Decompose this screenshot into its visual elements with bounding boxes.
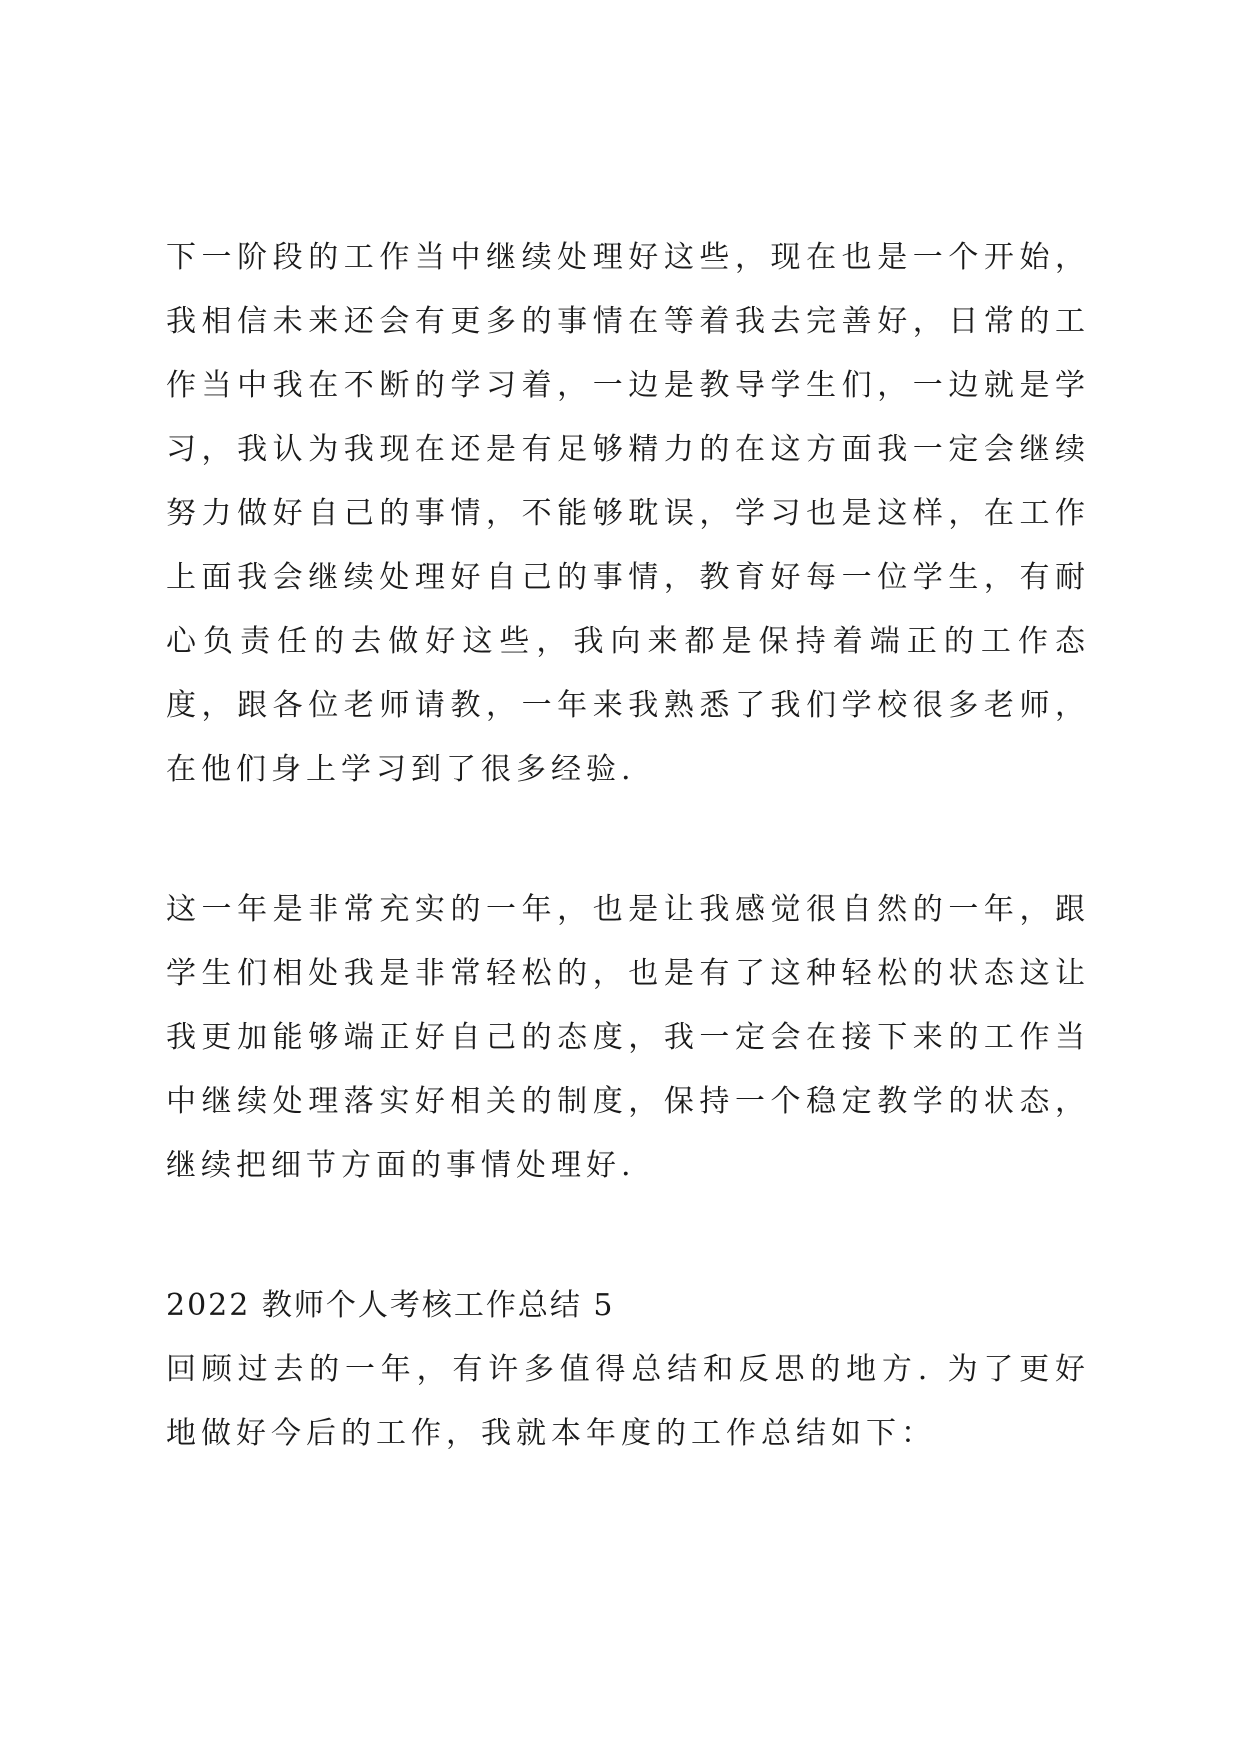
document-body [166,226,1090,1466]
section-heading: 2022 教师个人考核工作总结 5 [166,1288,615,1323]
paragraph-3: 回顾过去的一年，有许多值得总结和反思的地方. 为了更好地做好今后的工作，我就本年度的工作总结如下： [166,1352,1090,1451]
paragraph-2: 这一年是非常充实的一年，也是让我感觉很自然的一年，跟学生们相处我是非常轻松的，也是有了这种轻松的状态这让我更加能够端正好自己的态度，我一定会在接下来的工作当中继续处理落实好相关的制度，保持一个稳定教学的状态，继续把细节方面的事情处理好. [166,892,1090,1183]
paragraph-1: 下一阶段的工作当中继续处理好这些，现在也是一个开始，我相信未来还会有更多的事情在等着我去完善好，日常的工作当中我在不断的学习着，一边是教导学生们，一边就是学习，我认为我现在还是有足够精力的在这方面我一定会继续努力做好自己的事情，不能够耽误，学习也是这样，在工作上面我会继续处理好自己的事情，教育好每一位学生，有耐心负责任的去做好这些，我向来都是保持着端正的工作态度，跟各位老师请教，一年来我熟悉了我们学校很多老师，在他们身上学习到了很多经验. [166,240,1090,787]
